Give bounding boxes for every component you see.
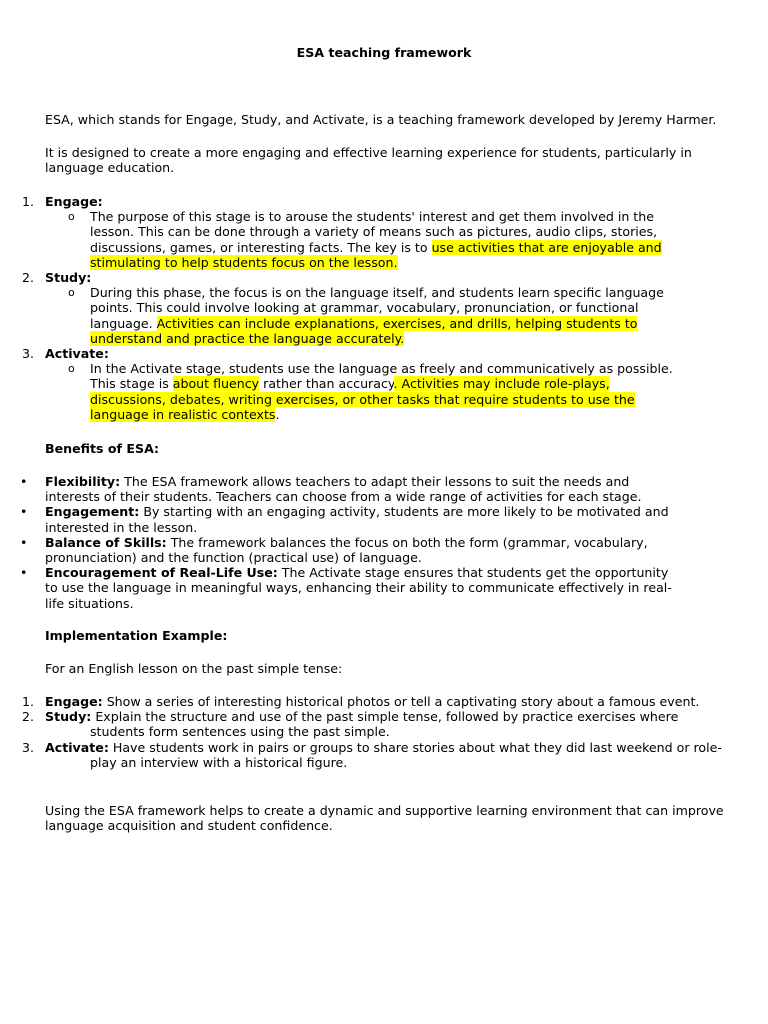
step-number: 3.: [22, 739, 35, 755]
implementation-heading: [45, 628, 725, 643]
benefit-item: [0, 565, 680, 611]
intro-paragraph-1: ESA, which stands for Engage, Study, and Activate, is a teaching framework developed by Jeremy Harmer.: [45, 112, 717, 127]
stage-label: Study:: [45, 270, 92, 286]
step-label: Activate:: [45, 739, 109, 755]
benefit-text: The Activate stage ensures that students get the opportunity to use the language in meaningful ways, enhancing their ability to communicate effectively in real-life situations.: [45, 565, 672, 611]
highlighted-text: . Activities may include role-plays, discussions, debates, writing exercises, or other tasks that require students to use the language in realistic contexts: [90, 376, 635, 422]
sub-bullet-icon: o: [68, 286, 75, 300]
sub-bullet-icon: o: [68, 210, 75, 224]
sub-bullet-icon: o: [68, 362, 75, 376]
implementation-step: [0, 694, 725, 709]
implementation-step: [0, 740, 725, 770]
step-text: Show a series of interesting historical photos or tell a captivating story about a famous event.: [102, 694, 700, 709]
benefit-text: The ESA framework allows teachers to adapt their lessons to suit the needs and interests of their students. Teachers can choose from a wide range of activities for each stage.: [45, 474, 642, 505]
implementation-steps: [22, 694, 725, 770]
stage-text: The purpose of this stage is to arouse the students' interest and get them involved in the lesson. This can be done through a variety of means such as pictures, audio clips, stories, discussions, games, or interesting facts. The key is to: [90, 209, 658, 255]
benefit-label: Flexibility:: [45, 474, 121, 489]
benefit-label: Balance of Skills:: [45, 534, 167, 550]
benefits-list: [20, 474, 725, 611]
step-number: 1.: [22, 694, 35, 709]
stage-label: Engage:: [45, 194, 103, 209]
stage-text: rather than accuracy: [259, 376, 394, 392]
step-content: [45, 740, 725, 770]
step-content: [45, 709, 725, 739]
highlighted-text: Activities can include explanations, exercises, and drills, helping students to understand and practice the language accurately.: [90, 315, 638, 346]
implementation-intro: For an English lesson on the past simple tense:: [45, 661, 343, 676]
stage-label: Activate:: [45, 346, 109, 362]
step-text: Have students work in pairs or groups to share stories about what they did last weekend or role-play an interview with a historical figure.: [90, 739, 722, 770]
stage-description: [0, 209, 680, 270]
bullet-icon: •: [20, 504, 28, 520]
benefits-heading: [45, 441, 725, 456]
intro-paragraph-2: It is designed to create a more engaging and effective learning experience for students, particularly in language education.: [45, 145, 692, 176]
stage-engage: [0, 194, 725, 270]
bullet-icon: •: [20, 474, 28, 489]
stage-study: [0, 270, 725, 346]
bullet-icon: •: [20, 534, 28, 550]
step-number: 2.: [22, 709, 35, 725]
benefit-item: [0, 504, 680, 534]
step-label: Study:: [45, 709, 92, 725]
stage-number: 1.: [22, 194, 35, 209]
stage-number: 3.: [22, 346, 35, 362]
benefit-label: Encouragement of Real-Life Use:: [45, 565, 278, 581]
step-text: Explain the structure and use of the past simple tense, followed by practice exercises where students form sentences using the past simple.: [90, 709, 679, 740]
step-content: [45, 694, 725, 709]
stage-description: [0, 361, 680, 422]
conclusion-paragraph: Using the ESA framework helps to create a dynamic and supportive learning environment that can improve language acquisition and student confidence.: [45, 803, 724, 834]
benefit-label: Engagement:: [45, 504, 140, 520]
stage-number: 2.: [22, 270, 35, 286]
step-label: Engage:: [45, 694, 103, 709]
stage-text: In the Activate stage, students use the language as freely and communicatively as possible. This stage is: [90, 361, 673, 392]
stage-text: During this phase, the focus is on the language itself, and students learn specific language points. This could involve looking at grammar, vocabulary, pronunciation, or functional language.: [90, 285, 664, 331]
implementation-heading-text: Implementation Example:: [45, 628, 228, 643]
benefit-text: The framework balances the focus on both the form (grammar, vocabulary, pronunciation) and the function (practical use) of language.: [45, 534, 648, 566]
benefits-heading-text: Benefits of ESA:: [45, 441, 160, 456]
benefit-item: [0, 535, 680, 565]
benefit-item: [0, 474, 680, 504]
highlighted-text: use activities that are enjoyable and stimulating to help students focus on the lesson.: [90, 239, 662, 270]
benefit-text: By starting with an engaging activity, students are more likely to be motivated and interested in the lesson.: [45, 504, 669, 535]
stage-activate: [0, 346, 725, 422]
stage-text: .: [275, 406, 280, 422]
document-title: ESA teaching framework: [296, 45, 472, 60]
stage-description: [0, 285, 680, 346]
stages-list: [22, 194, 725, 422]
bullet-icon: •: [20, 565, 28, 581]
implementation-step: [0, 709, 725, 739]
highlighted-text: about fluency: [172, 376, 260, 392]
